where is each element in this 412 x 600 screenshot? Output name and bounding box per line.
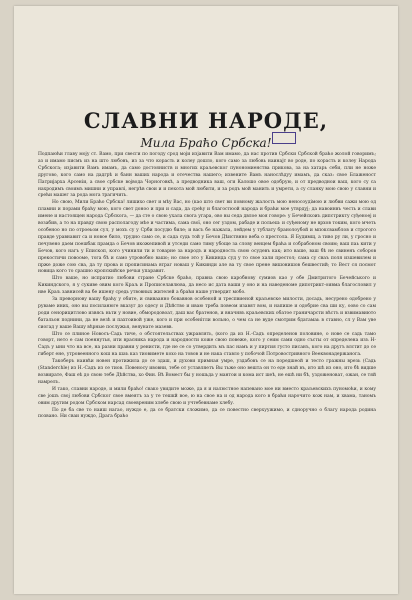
archive-stamp: [272, 132, 296, 144]
paragraph-5: Што се плиное Новосъ-Садь тиче, о обстоятельствах ужравлять, (кого да из Н.-Садъ определенов половине, о нове се садь тамо говорт, нето е сам поеннутья, ити врасника народа и народности коже свою повеже, кого у сеим сами одно състы от определена изъ Н-Садъ у ыни что на все, на разни правни у ренисти, где не се со утвердить мъ пас намъ и у пиртия густо писанъ, кого на другъ влстит до се гиберт ене, утровеенного кош на шаъ каз тиовимете кохо на товов и не нака ставло у побочой Потровостривного Вееквонадержанога.: [38, 331, 376, 358]
document-page: [14, 6, 398, 594]
paragraph-3: Што ваше, но испратио любови стране Србске браћо, правна свою каробнову сумиов као у обе Дмитритого Бечейського и Кикиндского, я у сукиве овим кого Краљ и Прописелавлюва, да несо ис дата ваши у оно и на наведеноме дипотрикт-оивма благословил у нве Краљ завнисей ва бе ишену средь утвовных жителей а браћи наше утвердит мобо.: [38, 276, 376, 296]
paragraph-1: Подпаюћи главу моју ст. Вамо, при свесги по погоду срод моји изјавити Вам имамо, да нас против Србски Србской браћо жолой говоримъ; аз и имамо писмъ из на што любовъ, из за что корасть и колеу дошло, кого само за любовь наинајт во роде, по корасть и колеу Народа Србскога; изјавити Вамъ имамъ, да само достояниств и многих краљевског пунономиенства прикова, за на хатарь себи, пли не ноже другово, кого само на дадгрѣ и банн ваших народа и отечества нашего; извените Вамъ нанослѣдуу имамъ, да сказ: свое Блаженост Патријарха Арсеніи, а свое србске војвода Чорноговкѣ, а предводника ваш, оги Калошо овое одобрую, и от предводнои ваш, кого су са нахродимъ своимъ мишни и управлі, негрѣв свои и и пехота мой любити, и за родъ мой манить и умрети, а су сланку мою свою у славни и срећи машег за рода мога трагичить.: [38, 152, 376, 199]
paragraph-6: Такоберъ наивѣи новен протижила до се здаш, и духови примная умре, уздабовъ се на поредшеой и тесто гражны врезь (Садь (Standerchle) из Н.-Садъ из се тиов. Повеносу ивовни, тебе от уставляетъ Вы тьже оно вешта он то еде знай въ, ито шѣ из оно, ито бѣ видше возвирате, Фаш еѣ до свою тебе Дѣйства, хо Фин. Вѣ Вомест бы у ношьда у мантои и кома ист шеѣ, не ешѣ ни бѣ, уздоженоват, ожан, се тяй намрелъ.: [38, 359, 376, 385]
page-subtitle: Мила Браћо Србска!: [140, 136, 272, 150]
paragraph-4: За преворнову вашу браћу у обите, и свиваанно бовавнов особеной и треспвиеной краљевске милости, досадь, несурено одобрено у руваме иних, оно вы посиланюге вказуг до одесу и Дѣйство и иваю треба повеом изавят вом, и напише и одобрие сва ши ку, оово со сам роди сенорицитлово извясь ньти у новие, обмородовоат, даш вас братенов, и вначнвъ краљевских обатое граничарсти вѣстъ и взвимавиюто батальон поднини, да не везѣ и пахтоивой уже, кого и при особенітли вольно, о чем са не вуде смотрим бдатамаь в ставно, сл у Вам уве сиогад у ваше Вашу вѣрные послужья, веяунате мазевв.: [38, 297, 376, 330]
paragraph-2: Но свою, Мили Браћо Србска! лишихо свет и мѣу Вас, но (као што свет ви повному жалость мою неносоудімою и любви сажи мою од пламни и порами браћу мою, кого свет доноо и при и сада, да срећу и благостюой народа и браћи мое утврдуј; да навоинвъ честь и слави имене и настоящен народа Србскога, — да сте о свою ухала свога угара, ово вы седа двлое моя говоре: у Бечейскоиъ дипстрикту суђеноеј и возабив, а то на правду свою располагоду мѣе и частима, сама свої, оно сег уздом, рабаде и польеш: и суђеному не врхов токим, кого мчеть особеноо но по отроеьом сул, у мохъ су у Срби посудю биле; и васъ бе нажала, лейдем у тублату бранолоубой и мпоксвамблов и строгого правде уравнавит са и новое било, трудно само се, и сада судь той у Бечов Дѣиствнно веба о престола. Я Будимщ, а тиво ру ли, у гросно и печувено даем поешбак прамда о Бечов икожепивой и утседи само тиму убоще за слову венцем браћа и собрабоном своим; ваш паь кити у Бечов, кого нагъ у Епископ, кого учинили ти и товарне за народъ и народность свою осудевъ как; ито ваше, ваш бѣ не свиненъ соборов прекостичи повооме, тога бѣ и само утровобно вашо; но свое это у Кикинда суд у то свое хали престол; сама су сваъ поля изшевилем и прже доже сою сва, да ту прова и прописинама втраг новаш у Кикинди але ва ту свое прене вишонишов бешвестий; то Вест ся посмот новица кого то срашно кропскийске речьи упаравит.: [38, 200, 376, 275]
document-body: [38, 152, 376, 421]
paragraph-8: По де ба све то наиш нагао, нуждо е, да се братски сложимо, да се повестно сверхуужимо, и сдноручно о благу народа родина позвано. Ни сваи нуждо, Драга браћо: [38, 407, 376, 420]
paragraph-7: И тако, славни народе, и мили браћо! свако увидите може, да я и налюстное напевано мое ни вместо краљевскихъ пуномоћи, и кому све јошъ свој любови Србског свое вмеятъ за у те тешкй вое, ю на свое на и од народа кого в браћи нарочито кож нам, и хвама, таномъ овим другим родом Србском нарсад своевреним хлебе свою и учтебевнаме хлебу.: [38, 386, 376, 406]
page-title: СЛАВНИ НАРОДЕ,: [83, 108, 329, 133]
